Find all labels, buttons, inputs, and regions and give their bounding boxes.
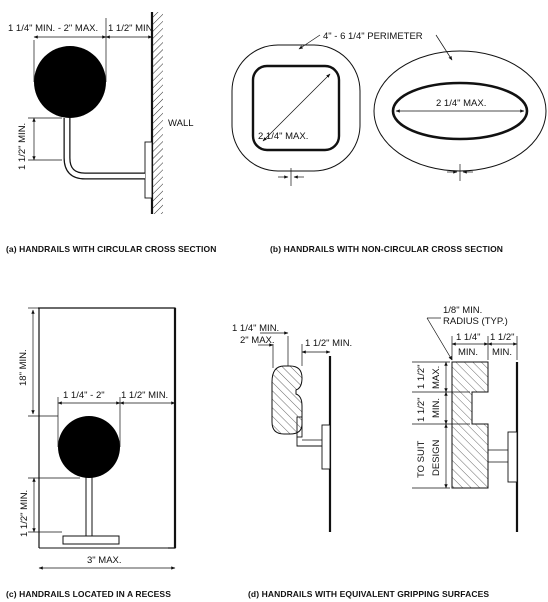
panel-a-circular [6,12,216,254]
dim-clearance-label: 1 1/2" MIN [108,23,153,34]
caption-d: (d) HANDRAILS WITH EQUIVALENT GRIPPING SURFACES [248,589,490,599]
col-2-value: 1 1/2" [490,332,515,343]
wall-bracket-plate [322,425,330,469]
row-2-unit: MIN. [431,397,442,418]
wall-bracket-plate [508,432,517,482]
wall-hatch [153,12,163,214]
profile-rounded [272,366,302,434]
col-1-unit: MIN. [458,347,479,358]
handrail-circle [58,416,120,478]
dim-depth-label: 3" MAX. [87,555,122,566]
col-1-value: 1 1/4" [456,332,481,343]
mount-base-plate [63,536,119,544]
wall-label: WALL [168,118,194,129]
bracket-arm [297,437,322,446]
row-3-line2: DESIGN [431,439,442,476]
row-3-line1: TO SUIT [416,440,427,478]
dim-height-label: 1 1/2" MIN. [17,122,28,170]
handrail-circle [34,46,106,118]
dim-width-max-label: 2" MAX. [240,335,275,346]
dim-width-min-label: 1 1/4" MIN. [232,323,280,334]
caption-a: (a) HANDRAILS WITH CIRCULAR CROSS SECTION [6,244,217,254]
col-2-unit: MIN. [492,347,513,358]
panel-d-equivalent [232,305,517,599]
caption-b: (b) HANDRAILS WITH NON-CIRCULAR CROSS SECTION [270,244,504,254]
dim-perimeter-label: 4" - 6 1/4" PERIMETER [323,31,423,42]
panel-c-recess [6,308,175,599]
dim-height-label: 1 1/2" MIN. [19,489,30,537]
bracket-arm-outer [67,118,145,176]
dim-recess-height-label: 18" MIN. [18,349,29,386]
row-1-unit: MAX. [431,365,442,389]
row-1-value: 1 1/2" [416,364,427,389]
dim-clearance-label: 1 1/2" MIN. [121,390,169,401]
row-2-value: 1 1/2" [416,397,427,422]
dim-square-max-label: 2 1/4" MAX. [258,131,309,142]
panel-b-noncircular [232,31,546,254]
dim-clearance-label: 1 1/2" MIN. [305,338,353,349]
radius-note-2: RADIUS (TYP.) [443,316,508,327]
mount-post [86,470,92,536]
profile-stepped [452,362,488,488]
radius-note-1: 1/8" MIN. [443,305,483,316]
dim-diameter-label: 1 1/4" MIN. - 2" MAX. [8,23,99,34]
dim-oval-max-label: 2 1/4" MAX. [436,98,487,109]
caption-c: (c) HANDRAILS LOCATED IN A RECESS [6,589,171,599]
wall-bracket-plate [145,142,152,198]
bracket-arm-inner [67,118,145,176]
dim-diameter-label: 1 1/4" - 2" [63,390,105,401]
